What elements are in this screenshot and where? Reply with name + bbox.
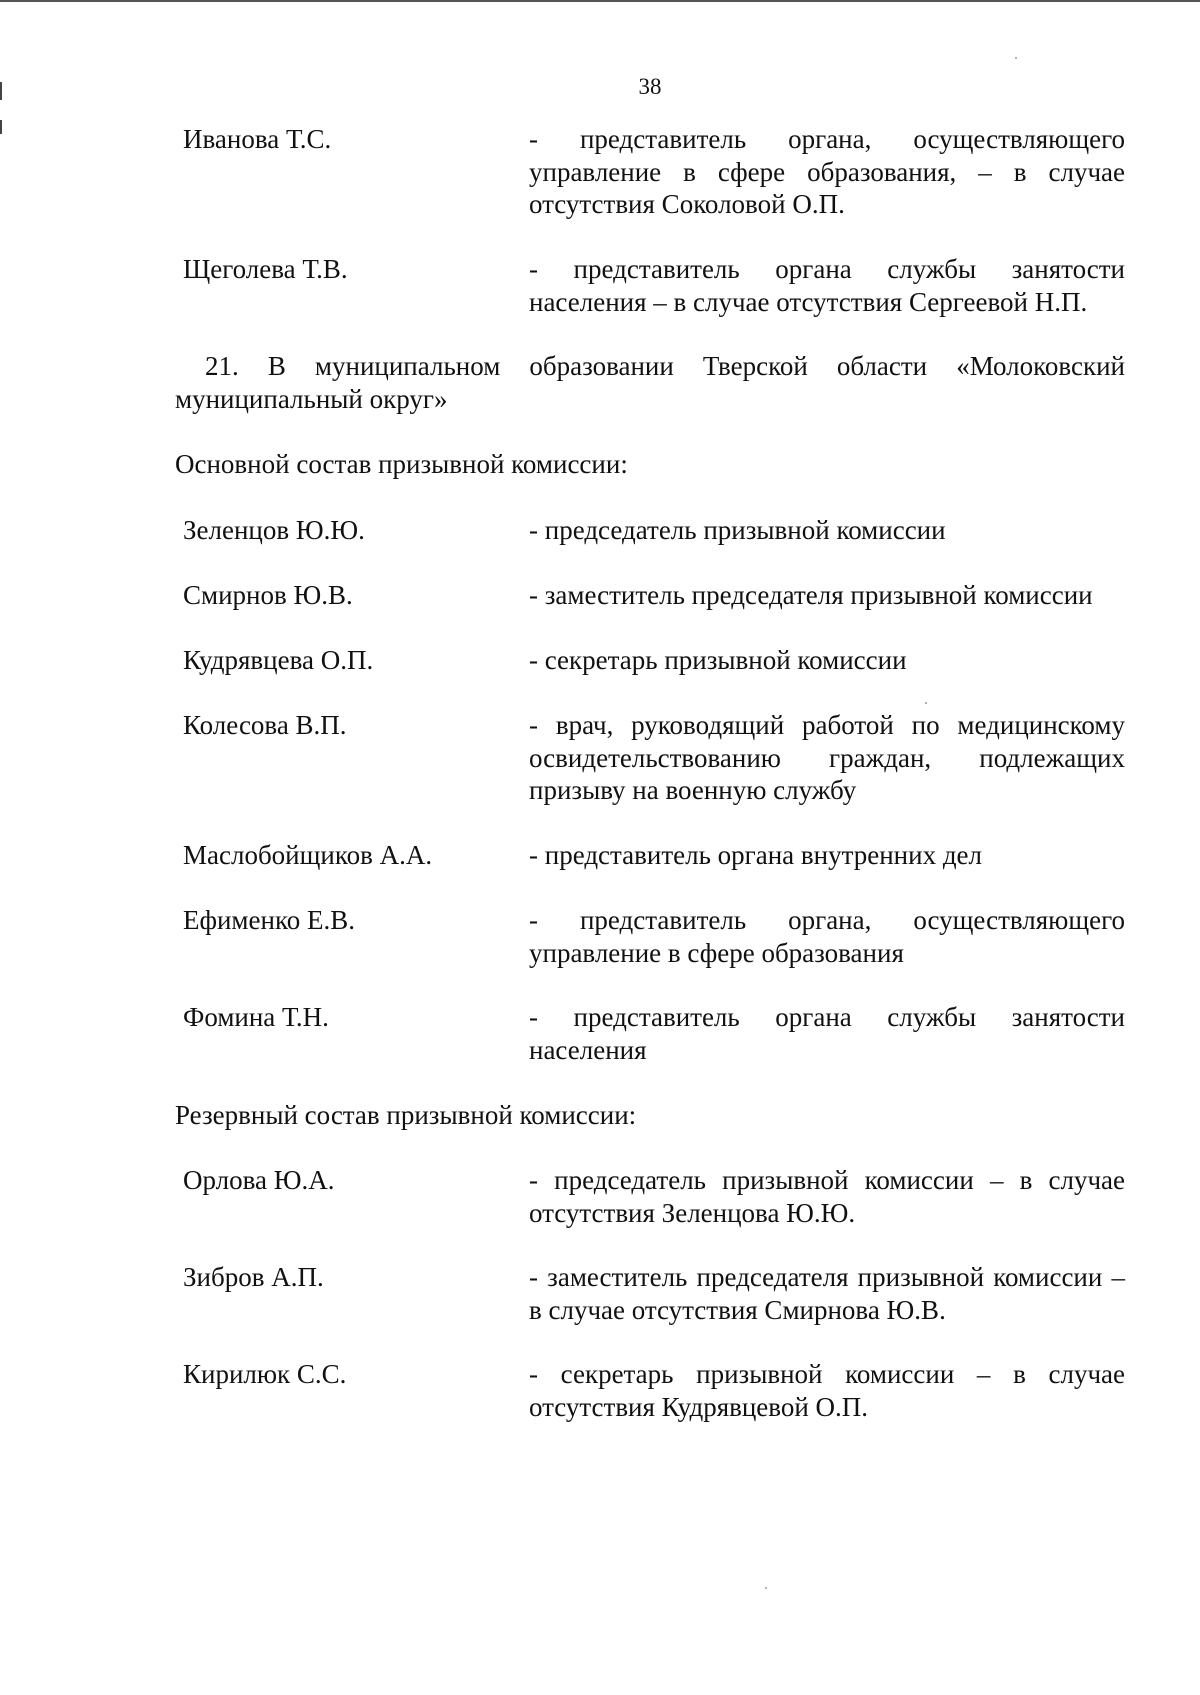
scan-speck <box>765 1587 767 1589</box>
member-name: Колесова В.П. <box>183 710 347 740</box>
scan-speck <box>925 702 927 704</box>
member-name: Ефименко Е.В. <box>183 905 355 935</box>
section-heading: 21. В муниципальном образовании Тверской области «Молоковский муниципальный округ» <box>175 351 1125 414</box>
member-role: - заместитель председателя призывной комиссии <box>529 580 1093 610</box>
main-composition-title: Основной состав призывной комиссии: <box>175 449 628 479</box>
member-name: Маслобойщиков А.А. <box>183 840 433 870</box>
member-role: - заместитель председателя призывной комиссии – в случае отсутствия Смирнова Ю.В. <box>529 1262 1125 1325</box>
member-role: - врач, руководящий работой по медицинскому освидетельствованию граждан, подлежащих призыву на военную службу <box>529 710 1125 805</box>
member-role: - председатель призывной комиссии – в случае отсутствия Зеленцова Ю.Ю. <box>529 1165 1125 1228</box>
member-name: Орлова Ю.А. <box>183 1165 335 1195</box>
member-role: - председатель призывной комиссии <box>529 515 946 545</box>
member-role: - представитель органа, осуществляющего управление в сфере образования, – в случае отсутствия Соколовой О.П. <box>529 124 1125 219</box>
member-role: - секретарь призывной комиссии <box>529 645 907 675</box>
member-role: - секретарь призывной комиссии – в случае отсутствия Кудрявцевой О.П. <box>529 1359 1125 1422</box>
scan-margin-mark <box>0 120 2 134</box>
member-name: Щеголева Т.В. <box>183 254 348 284</box>
member-name: Зеленцов Ю.Ю. <box>183 515 365 545</box>
reserve-composition-title: Резервный состав призывной комиссии: <box>175 1100 637 1130</box>
member-name: Зибров А.П. <box>183 1262 324 1292</box>
member-name: Кирилюк С.С. <box>183 1359 347 1389</box>
member-name: Смирнов Ю.В. <box>183 580 353 610</box>
member-role: - представитель органа службы занятости населения <box>529 1002 1125 1065</box>
member-name: Кудрявцева О.П. <box>183 645 374 675</box>
scan-speck <box>1015 57 1017 59</box>
member-name: Фомина Т.Н. <box>183 1002 329 1032</box>
page-number: 38 <box>638 74 662 99</box>
member-role: - представитель органа внутренних дел <box>529 840 983 870</box>
member-name: Иванова Т.С. <box>183 124 332 154</box>
member-role: - представитель органа службы занятости населения – в случае отсутствия Сергеевой Н.П. <box>529 254 1125 317</box>
member-role: - представитель органа, осуществляющего управление в сфере образования <box>529 905 1125 968</box>
